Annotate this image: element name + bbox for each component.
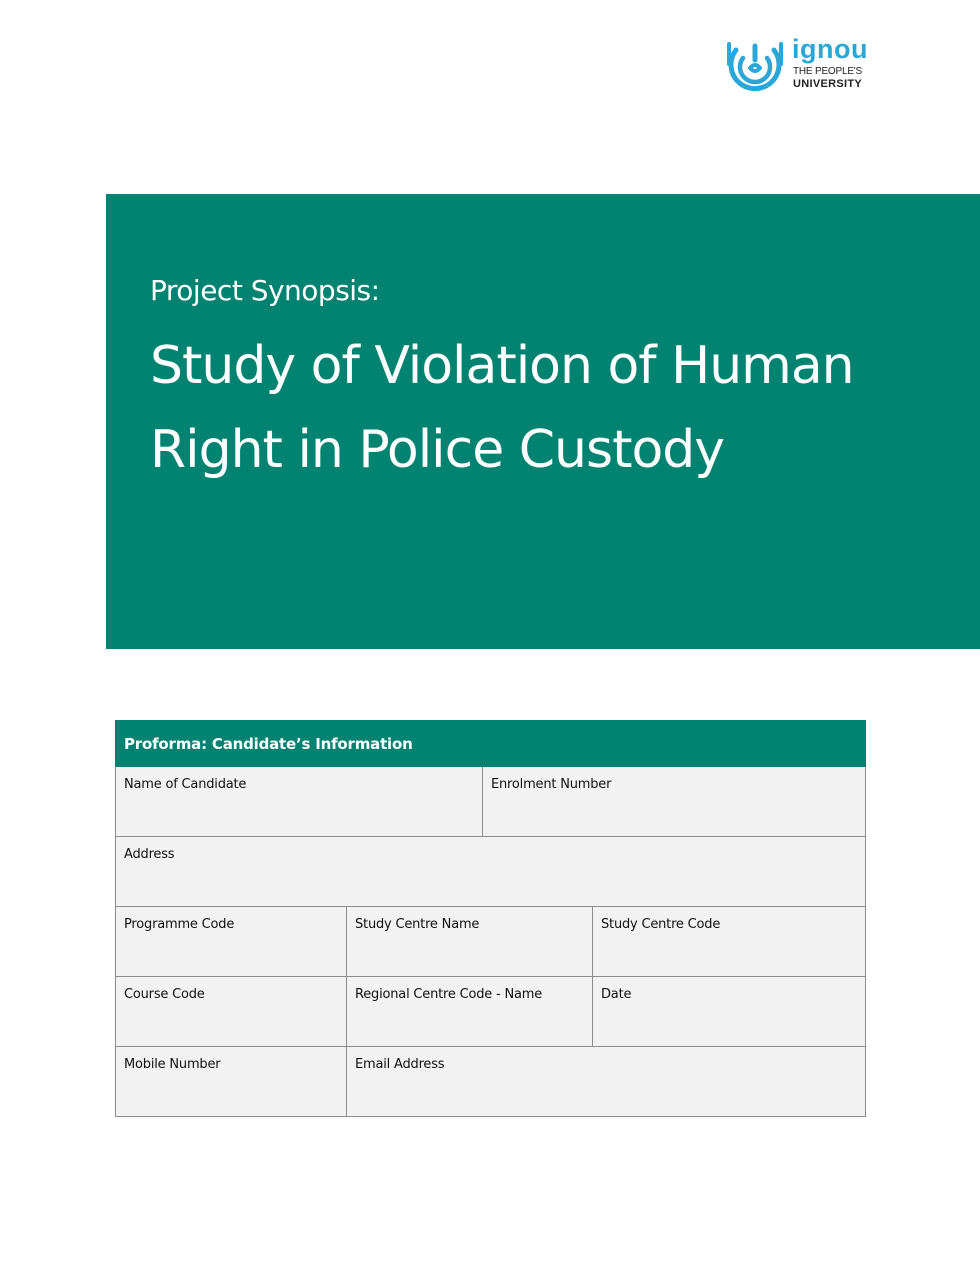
date-value — [601, 1008, 857, 1022]
study-centre-name-label: Study Centre Name — [355, 917, 480, 932]
document-title: Study of Violation of Human Right in Police Custody — [150, 336, 854, 480]
proforma-heading: Proforma: Candidate’s Information — [116, 721, 866, 767]
logo-wordmark: ignou — [792, 34, 868, 64]
study-centre-code-cell[interactable] — [593, 907, 866, 977]
study-centre-code-label: Study Centre Code — [601, 917, 721, 932]
mobile-number-value — [124, 1078, 338, 1092]
email-address-value — [355, 1078, 857, 1092]
enrolment-number-value — [491, 798, 857, 812]
title-banner — [106, 194, 980, 649]
name-of-candidate-label: Name of Candidate — [124, 777, 247, 792]
mobile-number-label: Mobile Number — [124, 1057, 221, 1072]
course-code-label: Course Code — [124, 987, 205, 1002]
study-centre-name-cell[interactable] — [347, 907, 593, 977]
regional-centre-value — [355, 1008, 584, 1022]
programme-code-label: Programme Code — [124, 917, 235, 932]
table-row — [116, 977, 866, 1047]
study-centre-code-value — [601, 938, 857, 952]
table-row — [116, 1047, 866, 1117]
logo-tagline-line2: UNIVERSITY — [793, 78, 863, 90]
date-label: Date — [601, 987, 632, 1002]
address-label: Address — [124, 847, 175, 862]
ignou-logo — [726, 36, 876, 98]
ignou-emblem-icon — [726, 38, 784, 96]
table-row — [116, 907, 866, 977]
email-address-label: Email Address — [355, 1057, 445, 1072]
regional-centre-cell[interactable] — [347, 977, 593, 1047]
regional-centre-label: Regional Centre Code - Name — [355, 987, 543, 1002]
table-header-row — [116, 721, 866, 767]
document-kicker: Project Synopsis: — [150, 274, 380, 307]
enrolment-number-cell[interactable] — [483, 767, 866, 837]
course-code-value — [124, 1008, 338, 1022]
programme-code-cell[interactable] — [116, 907, 347, 977]
logo-tagline-line1: THE PEOPLE'S — [793, 66, 862, 77]
name-of-candidate-value — [124, 798, 474, 812]
name-of-candidate-cell[interactable] — [116, 767, 483, 837]
address-cell[interactable] — [116, 837, 866, 907]
table-row — [116, 767, 866, 837]
study-centre-name-value — [355, 938, 584, 952]
programme-code-value — [124, 938, 338, 952]
candidate-information-table — [115, 720, 866, 1117]
course-code-cell[interactable] — [116, 977, 347, 1047]
date-cell[interactable] — [593, 977, 866, 1047]
mobile-number-cell[interactable] — [116, 1047, 347, 1117]
email-address-cell[interactable] — [347, 1047, 866, 1117]
enrolment-number-label: Enrolment Number — [491, 777, 612, 792]
table-row — [116, 837, 866, 907]
address-value — [124, 868, 857, 882]
